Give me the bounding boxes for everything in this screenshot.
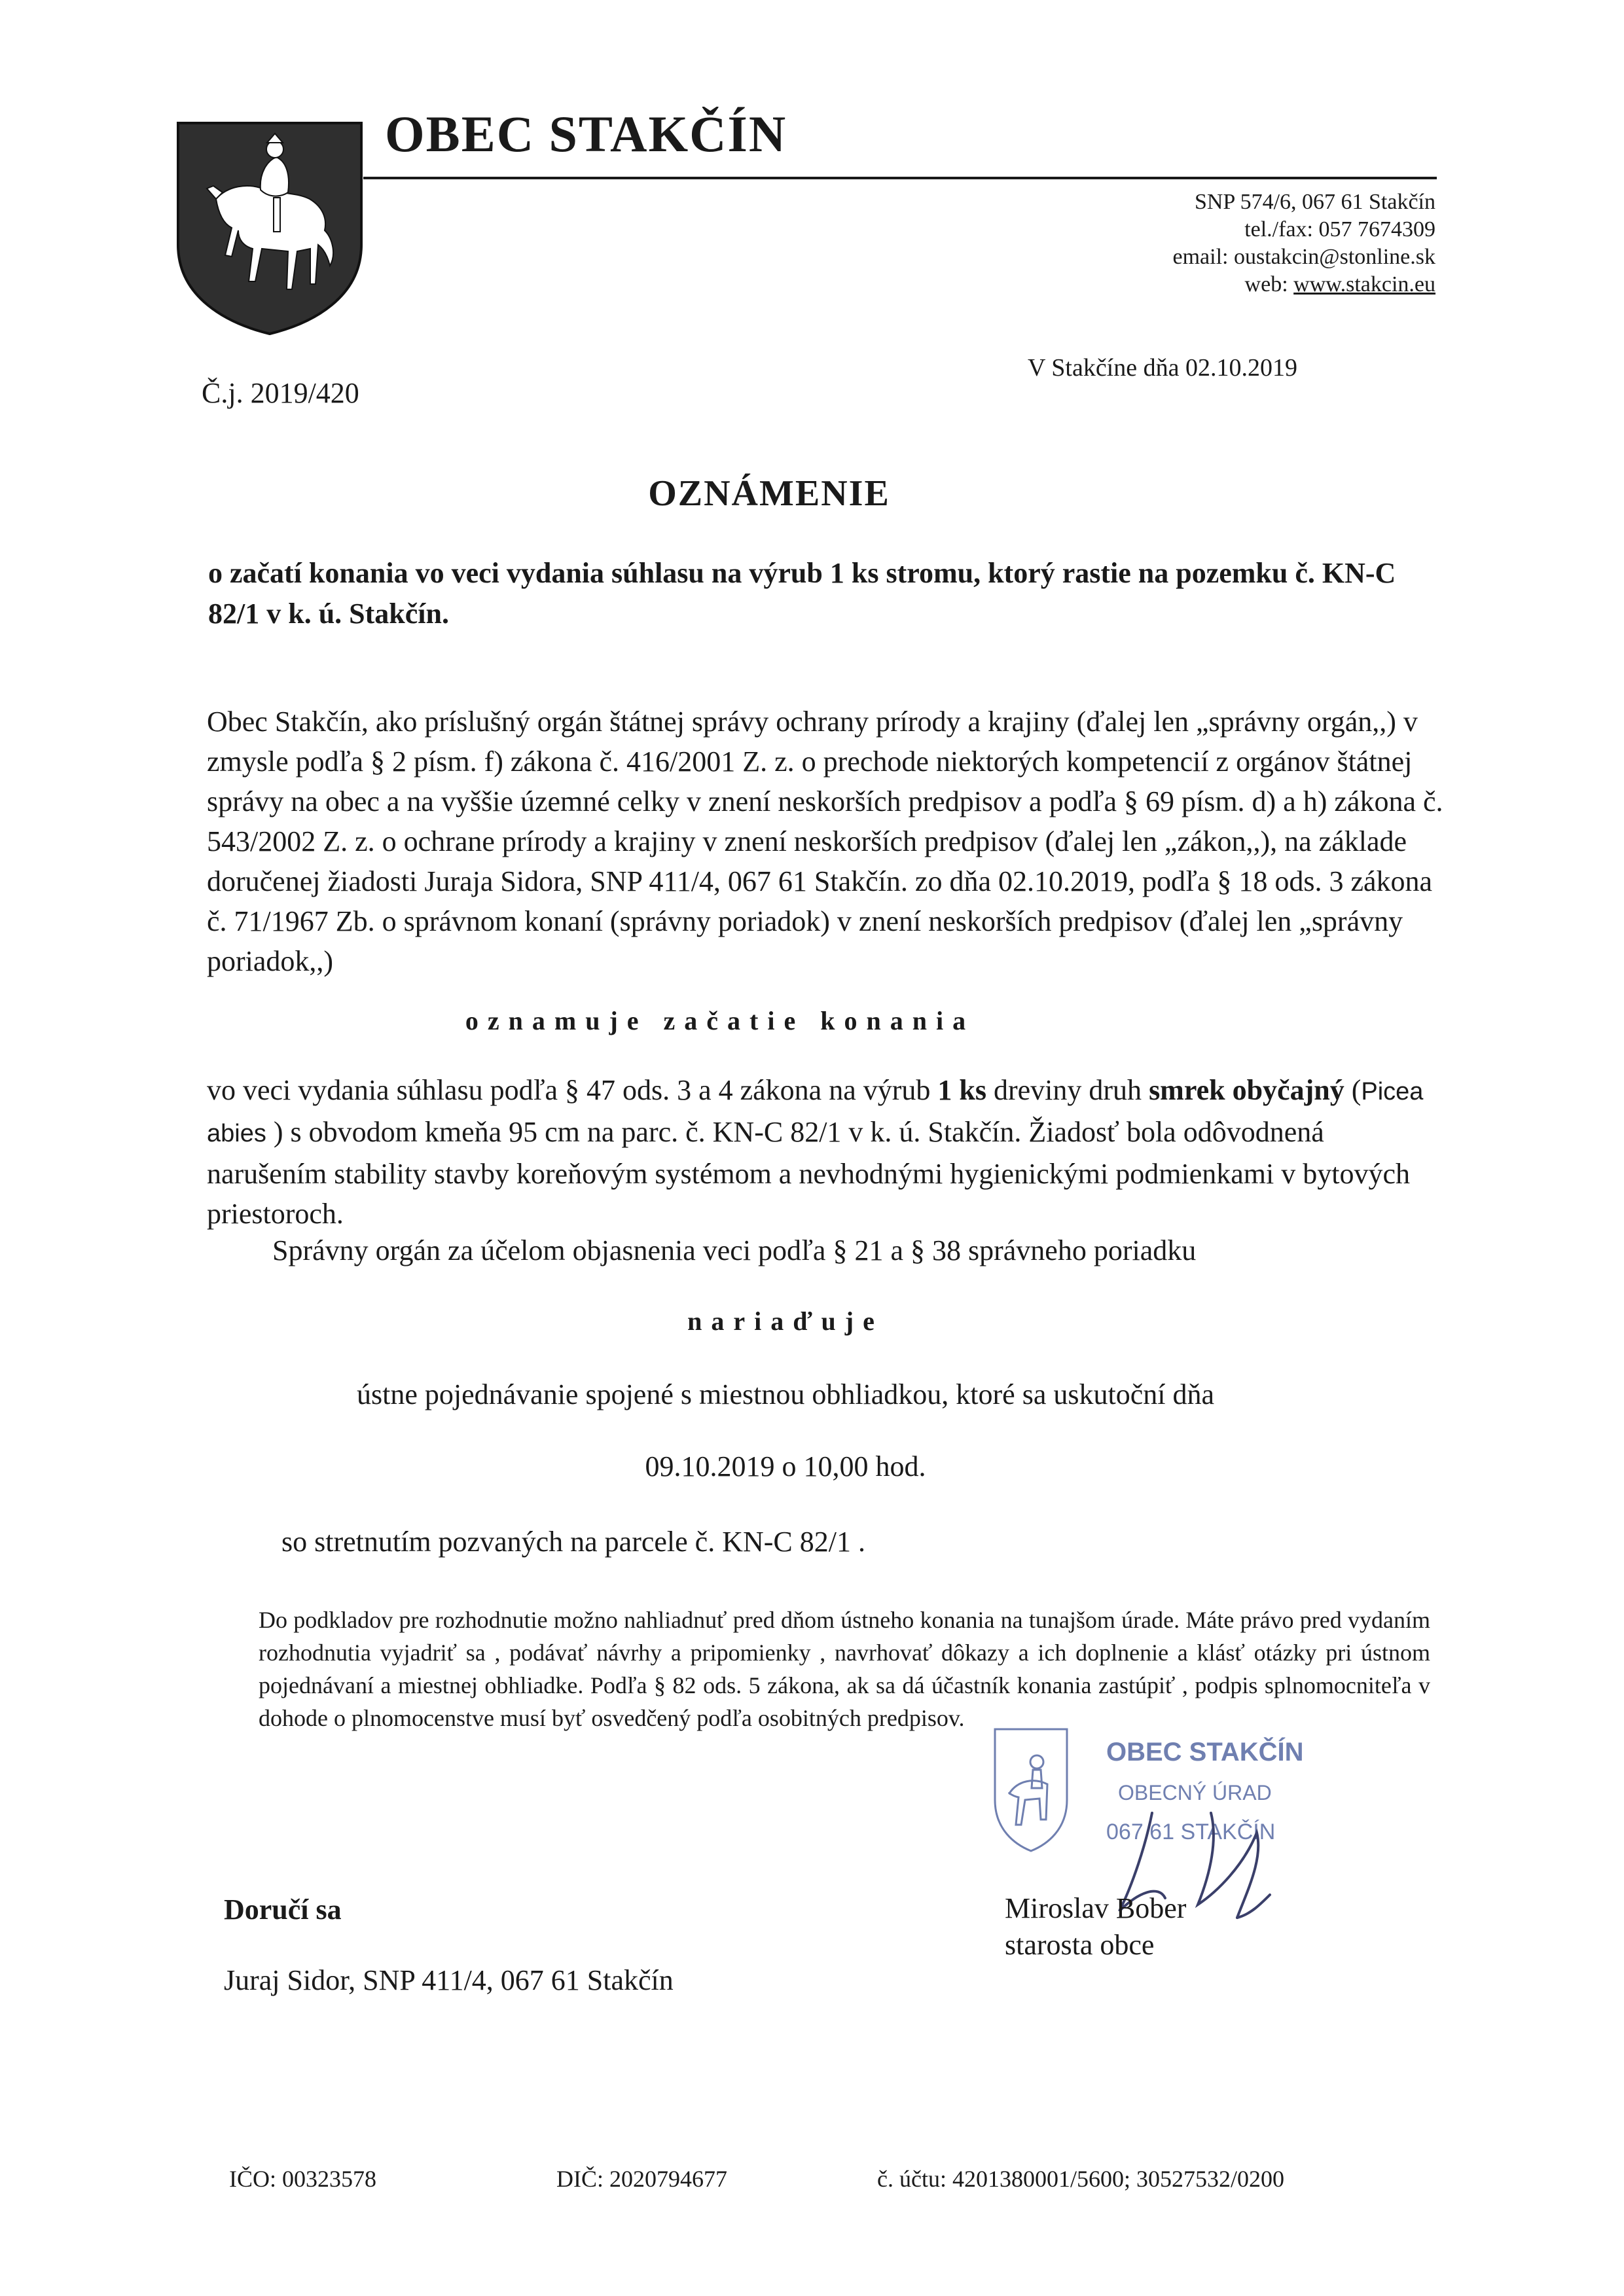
web-link[interactable]: www.stakcin.eu [1293,272,1435,296]
web [1173,271,1435,298]
p2-text-a: vo veci vydania súhlasu podľa § 47 ods. 3 a 4 zákona na výrub [207,1074,938,1106]
species: smrek obyčajný [1149,1074,1344,1106]
signer-title: starosta obce [1005,1929,1155,1961]
web-prefix: web: [1244,272,1294,296]
p2-text-d: ) s obvodom kmeňa 95 cm na parc. č. KN-C 82/1 v k. ú. Stakčín. Žiadosť bola odôvodnená narušením stability stavby koreňovým systémom a nevhodnými hygienickými podmienkami v bytových priestoroch. [207,1116,1410,1230]
quantity: 1 ks [937,1074,986,1106]
contact-block [1173,188,1435,298]
p2-text-c: ( [1344,1074,1362,1106]
meeting-text: so stretnutím pozvaných na parcele č. KN-C 82/1 . [281,1526,865,1558]
hearing-datetime: 09.10.2019 o 10,00 hod. [645,1450,926,1482]
body-paragraph-2 [207,1070,1451,1234]
body-paragraph-1: Obec Stakčín, ako príslušný orgán štátnej správy ochrany prírody a krajiny (ďalej len „správny orgán,,) v zmysle podľa § 2 písm. f) zákona č. 416/2001 Z. z. o prechode niektorých kompetencií z orgánov štátnej správy na obec a na vyššie územné celky v znení neskorších predpisov a podľa § 69 písm. d) a h) zákona č. 543/2002 Z. z. o ochrane prírody a krajiny v znení neskorších predpisov (ďalej len „zákon,,), na základe doručenej žiadosti Juraja Sidora, SNP 411/4, 067 61 Stakčín. zo dňa 02.10.2019, podľa § 18 ods. 3 zákona č. 71/1967 Zb. o správnom konaní (správny poriadok) v znení neskorších predpisov (ďalej len „správny poriadok,,) [207,706,1443,977]
announces-caption: oznamuje začatie konania [465,1006,975,1035]
signer-block [1005,1890,1186,1964]
address: SNP 574/6, 067 61 Stakčín [1194,190,1435,214]
stamp-line-3: 067 61 STAKČÍN [1106,1820,1276,1844]
delivery-recipient: Juraj Sidor, SNP 411/4, 067 61 Stakčín [224,1964,674,1996]
orders-caption: nariaďuje [687,1306,884,1336]
footer-accounts: č. účtu: 4201380001/5600; 30527532/0200 [877,2166,1284,2192]
hearing-text: ústne pojednávanie spojené s miestnou obhliadkou, ktoré sa uskutoční dňa [357,1378,1214,1410]
phone: tel./fax: 057 7674309 [1244,217,1435,242]
document-subject: o začatí konania vo veci vydania súhlasu na výrub 1 ks stromu, ktorý rastie na pozemku č. KN-C 82/1 v k. ú. Stakčín. [208,557,1396,630]
body-paragraph-3: Správny orgán za účelom objasnenia veci podľa § 21 a § 38 správneho poriadku [272,1234,1197,1266]
place-date: V Stakčíne dňa 02.10.2019 [1028,354,1297,382]
document-heading: OZNÁMENIE [648,473,890,514]
latin-name: Picea abies [207,1078,1424,1147]
signer-name: Miroslav Bober [1005,1892,1187,1924]
footer-dic: DIČ: 2020794677 [556,2166,727,2192]
reference-number: Č.j. 2019/420 [202,377,359,409]
footer-ico: IČO: 00323578 [229,2166,376,2192]
municipal-crest-icon [175,120,364,336]
email[interactable]: email: oustakcin@stonline.sk [1172,245,1435,269]
municipality-name: OBEC STAKČÍN [385,105,787,162]
stamp-line-2: OBECNÝ ÚRAD [1118,1781,1272,1804]
stamp-line-1: OBEC STAKČÍN [1106,1738,1304,1767]
header-divider [363,177,1437,179]
p2-text-b: dreviny druh [986,1074,1149,1106]
delivery-label: Doručí sa [224,1893,342,1926]
notice-paragraph: Do podkladov pre rozhodnutie možno nahliadnuť pred dňom ústneho konania na tunajšom úrade. Máte právo pred vydaním rozhodnutia vyjadriť sa , podávať návrhy a pripomienky , navrhovať dôkazy a ich doplnenie a klásť otázky pri ústnom pojednávaní a miestnej obhliadke. Podľa § 82 ods. 5 zákona, ak sa dá účastník konania zastúpiť , podpis splnomocniteľa v dohode o plnomocenstve musí byť osvedčený podľa osobitných predpisov. [259,1607,1430,1731]
